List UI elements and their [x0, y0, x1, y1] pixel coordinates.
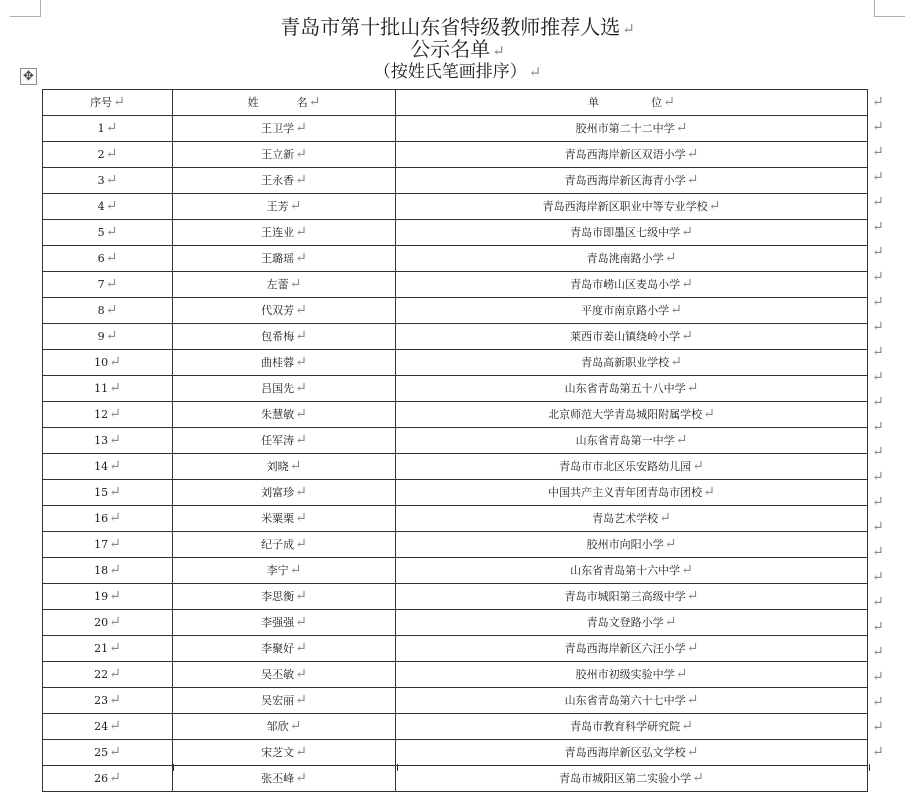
cell-name[interactable]: 曲桂蓉↵	[173, 350, 396, 376]
cell-seq[interactable]: 14↵	[43, 454, 173, 480]
cell-name[interactable]: 李宁↵	[173, 558, 396, 584]
cell-unit[interactable]: 青岛西海岸新区海青小学↵	[396, 168, 868, 194]
row-end-mark: ↵	[872, 244, 884, 260]
sort-note: （按姓氏笔画排序） ↵	[373, 62, 542, 82]
cell-unit[interactable]: 青岛西海岸新区弘文学校↵	[396, 740, 868, 766]
table-row	[43, 324, 868, 350]
cell-unit[interactable]: 山东省青岛第六十七中学↵	[396, 688, 868, 714]
cell-end-mark: ↵	[105, 328, 118, 344]
row-end-mark: ↵	[872, 469, 884, 485]
cell-name[interactable]: 代双芳↵	[173, 298, 396, 324]
cell-end-mark: ↵	[295, 250, 307, 266]
row-end-mark: ↵	[872, 144, 884, 160]
cell-seq[interactable]: 2↵	[43, 142, 173, 168]
cell-end-mark: ↵	[295, 432, 307, 448]
cell-end-mark: ↵	[295, 172, 307, 188]
cell-seq[interactable]: 13↵	[43, 428, 173, 454]
table-row	[43, 454, 868, 480]
cell-name[interactable]: 宋芝文↵	[173, 740, 396, 766]
table-row	[43, 506, 868, 532]
cell-end-mark: ↵	[295, 302, 307, 318]
cell-end-mark: ↵	[109, 458, 121, 474]
cell-unit[interactable]: 胶州市向阳小学↵	[396, 532, 868, 558]
cell-seq[interactable]: 9↵	[43, 324, 173, 350]
cell-seq[interactable]: 26↵	[43, 766, 173, 792]
cell-end-mark: ↵	[295, 224, 307, 240]
table-row	[43, 298, 868, 324]
cell-end-mark: ↵	[703, 406, 715, 422]
row-end-mark: ↵	[872, 544, 884, 560]
table-row	[43, 480, 868, 506]
cell-unit[interactable]: 北京师范大学青岛城阳附属学校↵	[396, 402, 868, 428]
cell-end-mark: ↵	[686, 744, 699, 760]
cell-end-mark: ↵	[708, 198, 721, 214]
cell-end-mark: ↵	[109, 666, 121, 682]
cell-unit[interactable]: 山东省青岛第一中学↵	[396, 428, 868, 454]
row-end-mark: ↵	[872, 94, 884, 110]
row-end-mark: ↵	[872, 644, 884, 660]
table-row	[43, 766, 868, 792]
table-row	[43, 662, 868, 688]
cell-name[interactable]: 李强强↵	[173, 610, 396, 636]
row-end-mark: ↵	[872, 619, 884, 635]
cell-unit[interactable]: 青岛市城阳第三高级中学↵	[396, 584, 868, 610]
cell-end-mark: ↵	[109, 770, 121, 786]
table-row	[43, 740, 868, 766]
row-end-mark: ↵	[872, 719, 884, 735]
cell-end-mark: ↵	[686, 692, 699, 708]
row-end-mark: ↵	[872, 419, 884, 435]
cell-end-mark: ↵	[681, 718, 693, 734]
cell-end-mark: ↵	[109, 380, 121, 396]
cell-seq[interactable]: 3↵	[43, 168, 173, 194]
row-end-mark: ↵	[872, 444, 884, 460]
cell-name[interactable]: 任军涛↵	[173, 428, 396, 454]
cell-seq[interactable]: 19↵	[43, 584, 173, 610]
row-end-mark: ↵	[872, 494, 884, 510]
cell-end-mark: ↵	[664, 614, 677, 630]
cell-unit[interactable]: 青岛西海岸新区双语小学↵	[396, 142, 868, 168]
cell-name[interactable]: 纪子成↵	[173, 532, 396, 558]
cell-end-mark: ↵	[703, 484, 715, 500]
page-corner-mark-right	[874, 0, 905, 17]
candidate-table	[42, 89, 868, 792]
cell-unit[interactable]: 平度市南京路小学↵	[396, 298, 868, 324]
header-name[interactable]: 姓 名↵	[173, 90, 396, 116]
table-row	[43, 558, 868, 584]
cell-end-mark: ↵	[295, 692, 307, 708]
table-row	[43, 272, 868, 298]
table-row	[43, 116, 868, 142]
cell-end-mark: ↵	[686, 146, 699, 162]
cell-unit[interactable]: 胶州市初级实验中学↵	[396, 662, 868, 688]
cell-end-mark: ↵	[105, 276, 118, 292]
cell-unit[interactable]: 山东省青岛第十六中学↵	[396, 558, 868, 584]
cell-end-mark: ↵	[670, 302, 682, 318]
cell-unit[interactable]: 青岛市崂山区麦岛小学↵	[396, 272, 868, 298]
row-end-mark: ↵	[872, 569, 884, 585]
cell-unit[interactable]: 胶州市第二十二中学↵	[396, 116, 868, 142]
cell-name[interactable]: 朱慧敏↵	[173, 402, 396, 428]
cell-end-mark: ↵	[105, 250, 118, 266]
header-seq[interactable]: 序号↵	[43, 90, 173, 116]
cell-end-mark: ↵	[664, 536, 677, 552]
row-end-mark: ↵	[872, 669, 884, 685]
row-end-mark: ↵	[872, 119, 884, 135]
cell-end-mark: ↵	[105, 302, 118, 318]
cell-name[interactable]: 刘富珍↵	[173, 480, 396, 506]
cell-seq[interactable]: 12↵	[43, 402, 173, 428]
table-row	[43, 142, 868, 168]
table-row	[43, 714, 868, 740]
cell-end-mark: ↵	[295, 120, 307, 136]
cell-seq[interactable]: 24↵	[43, 714, 173, 740]
row-end-mark: ↵	[872, 169, 884, 185]
cell-seq[interactable]: 17↵	[43, 532, 173, 558]
cell-end-mark: ↵	[670, 354, 682, 370]
table-border-tail	[42, 764, 43, 771]
cell-seq[interactable]: 15↵	[43, 480, 173, 506]
row-end-mark: ↵	[872, 369, 884, 385]
table-move-handle-icon[interactable]: ✥	[20, 68, 37, 85]
cell-name[interactable]: 吕国先↵	[173, 376, 396, 402]
cell-end-mark: ↵	[664, 250, 677, 266]
cell-end-mark: ↵	[295, 614, 307, 630]
cell-unit[interactable]: 青岛市城阳区第二实验小学↵	[396, 766, 868, 792]
table-row	[43, 688, 868, 714]
cell-end-mark: ↵	[105, 224, 118, 240]
cell-end-mark: ↵	[295, 146, 307, 162]
cell-end-mark: ↵	[109, 640, 121, 656]
cell-end-mark: ↵	[109, 510, 121, 526]
cell-end-mark: ↵	[109, 562, 121, 578]
cell-end-mark: ↵	[109, 718, 121, 734]
cell-end-mark: ↵	[692, 458, 704, 474]
cell-end-mark: ↵	[289, 458, 302, 474]
cell-seq[interactable]: 6↵	[43, 246, 173, 272]
cell-name[interactable]: 李思衡↵	[173, 584, 396, 610]
cell-end-mark: ↵	[109, 406, 121, 422]
cell-end-mark: ↵	[686, 588, 699, 604]
cell-name[interactable]: 王永香↵	[173, 168, 396, 194]
table-row	[43, 610, 868, 636]
cell-end-mark: ↵	[659, 510, 671, 526]
cell-seq[interactable]: 21↵	[43, 636, 173, 662]
cell-end-mark: ↵	[105, 172, 118, 188]
table-border-tail	[173, 764, 174, 771]
cell-end-mark: ↵	[295, 744, 307, 760]
cell-seq[interactable]: 5↵	[43, 220, 173, 246]
cell-seq[interactable]: 18↵	[43, 558, 173, 584]
table-row	[43, 376, 868, 402]
cell-name[interactable]: 吴宏丽↵	[173, 688, 396, 714]
cell-seq[interactable]: 22↵	[43, 662, 173, 688]
table-row	[43, 636, 868, 662]
page-corner-mark-left	[10, 0, 41, 17]
cell-seq[interactable]: 8↵	[43, 298, 173, 324]
row-end-mark: ↵	[872, 319, 884, 335]
cell-seq[interactable]: 23↵	[43, 688, 173, 714]
cell-name[interactable]: 张丕峰↵	[173, 766, 396, 792]
cell-seq[interactable]: 7↵	[43, 272, 173, 298]
cell-name[interactable]: 王卫学↵	[173, 116, 396, 142]
cell-unit[interactable]: 中国共产主义青年团青岛市团校↵	[396, 480, 868, 506]
table-row	[43, 194, 868, 220]
paragraph-mark: ↵	[622, 20, 635, 38]
cell-end-mark: ↵	[295, 380, 307, 396]
cell-end-mark: ↵	[681, 328, 693, 344]
cell-end-mark: ↵	[295, 666, 307, 682]
cell-unit[interactable]: 山东省青岛第五十八中学↵	[396, 376, 868, 402]
cell-name[interactable]: 邹欣↵	[173, 714, 396, 740]
cell-end-mark: ↵	[295, 484, 307, 500]
row-end-mark: ↵	[872, 694, 884, 710]
document-subtitle: 公示名单 ↵	[410, 37, 505, 61]
cell-end-mark: ↵	[109, 484, 121, 500]
cell-unit[interactable]: 青岛洮南路小学↵	[396, 246, 868, 272]
cell-end-mark: ↵	[109, 744, 121, 760]
cell-end-mark: ↵	[681, 276, 693, 292]
document-title: 青岛市第十批山东省特级教师推荐人选 ↵	[280, 15, 635, 39]
cell-seq[interactable]: 11↵	[43, 376, 173, 402]
cell-end-mark: ↵	[289, 276, 302, 292]
cell-end-mark: ↵	[295, 406, 307, 422]
cell-end-mark: ↵	[675, 120, 688, 136]
cell-end-mark: ↵	[289, 562, 302, 578]
header-unit[interactable]: 单 位↵	[396, 90, 868, 116]
row-end-mark: ↵	[872, 594, 884, 610]
cell-seq[interactable]: 20↵	[43, 610, 173, 636]
row-end-mark: ↵	[872, 519, 884, 535]
paragraph-mark: ↵	[492, 42, 505, 60]
cell-end-mark: ↵	[686, 380, 699, 396]
cell-unit[interactable]: 青岛市市北区乐安路幼儿园↵	[396, 454, 868, 480]
cell-end-mark: ↵	[105, 146, 118, 162]
cell-unit[interactable]: 青岛艺术学校↵	[396, 506, 868, 532]
row-end-marks	[872, 90, 890, 765]
cell-end-mark: ↵	[675, 666, 688, 682]
table-row	[43, 402, 868, 428]
cell-end-mark: ↵	[109, 536, 121, 552]
cell-end-mark: ↵	[295, 510, 307, 526]
cell-name[interactable]: 王璐瑶↵	[173, 246, 396, 272]
table-header-row	[43, 90, 868, 116]
cell-end-mark: ↵	[686, 640, 699, 656]
cell-unit[interactable]: 莱西市姜山镇绕岭小学↵	[396, 324, 868, 350]
row-end-mark: ↵	[872, 744, 884, 760]
cell-end-mark: ↵	[295, 588, 307, 604]
cell-end-mark: ↵	[686, 172, 699, 188]
cell-end-mark: ↵	[109, 692, 121, 708]
row-end-mark: ↵	[872, 194, 884, 210]
row-end-mark: ↵	[872, 269, 884, 285]
table-row	[43, 584, 868, 610]
cell-end-mark: ↵	[295, 640, 307, 656]
cell-name[interactable]: 吴丕敏↵	[173, 662, 396, 688]
row-end-mark: ↵	[872, 219, 884, 235]
table-row	[43, 246, 868, 272]
cell-end-mark: ↵	[681, 224, 693, 240]
cell-name[interactable]: 包希梅↵	[173, 324, 396, 350]
cell-end-mark: ↵	[295, 770, 307, 786]
table-row	[43, 168, 868, 194]
cell-end-mark: ↵	[105, 198, 118, 214]
cell-end-mark: ↵	[105, 120, 118, 136]
cell-name[interactable]: 左蕾↵	[173, 272, 396, 298]
cell-name[interactable]: 刘晓↵	[173, 454, 396, 480]
cell-seq[interactable]: 1↵	[43, 116, 173, 142]
cell-end-mark: ↵	[681, 562, 693, 578]
cell-unit[interactable]: 青岛高新职业学校↵	[396, 350, 868, 376]
cell-name[interactable]: 李聚好↵	[173, 636, 396, 662]
table-border-tail	[397, 764, 398, 771]
row-end-mark: ↵	[872, 394, 884, 410]
cell-end-mark: ↵	[289, 198, 302, 214]
cell-seq[interactable]: 4↵	[43, 194, 173, 220]
table-row	[43, 350, 868, 376]
row-end-mark: ↵	[872, 294, 884, 310]
cell-end-mark: ↵	[109, 432, 121, 448]
cell-seq[interactable]: 16↵	[43, 506, 173, 532]
cell-unit[interactable]: 青岛文登路小学↵	[396, 610, 868, 636]
cell-unit[interactable]: 青岛西海岸新区职业中等专业学校↵	[396, 194, 868, 220]
cell-seq[interactable]: 25↵	[43, 740, 173, 766]
cell-unit[interactable]: 青岛市即墨区七级中学↵	[396, 220, 868, 246]
cell-end-mark: ↵	[295, 328, 307, 344]
cell-end-mark: ↵	[109, 614, 121, 630]
cell-seq[interactable]: 10↵	[43, 350, 173, 376]
cell-end-mark: ↵	[109, 588, 121, 604]
cell-name[interactable]: 王芳↵	[173, 194, 396, 220]
cell-name[interactable]: 王立新↵	[173, 142, 396, 168]
cell-unit[interactable]: 青岛西海岸新区六汪小学↵	[396, 636, 868, 662]
cell-end-mark: ↵	[295, 354, 307, 370]
cell-name[interactable]: 米粟栗↵	[173, 506, 396, 532]
table-row	[43, 220, 868, 246]
paragraph-mark: ↵	[528, 63, 542, 81]
cell-end-mark: ↵	[675, 432, 688, 448]
cell-name[interactable]: 王连业↵	[173, 220, 396, 246]
table-border-tail	[869, 764, 870, 771]
cell-end-mark: ↵	[692, 770, 704, 786]
cell-unit[interactable]: 青岛市教育科学研究院↵	[396, 714, 868, 740]
row-end-mark: ↵	[872, 344, 884, 360]
table-row	[43, 428, 868, 454]
cell-end-mark: ↵	[289, 718, 302, 734]
table-row	[43, 532, 868, 558]
cell-end-mark: ↵	[109, 354, 121, 370]
cell-end-mark: ↵	[295, 536, 307, 552]
